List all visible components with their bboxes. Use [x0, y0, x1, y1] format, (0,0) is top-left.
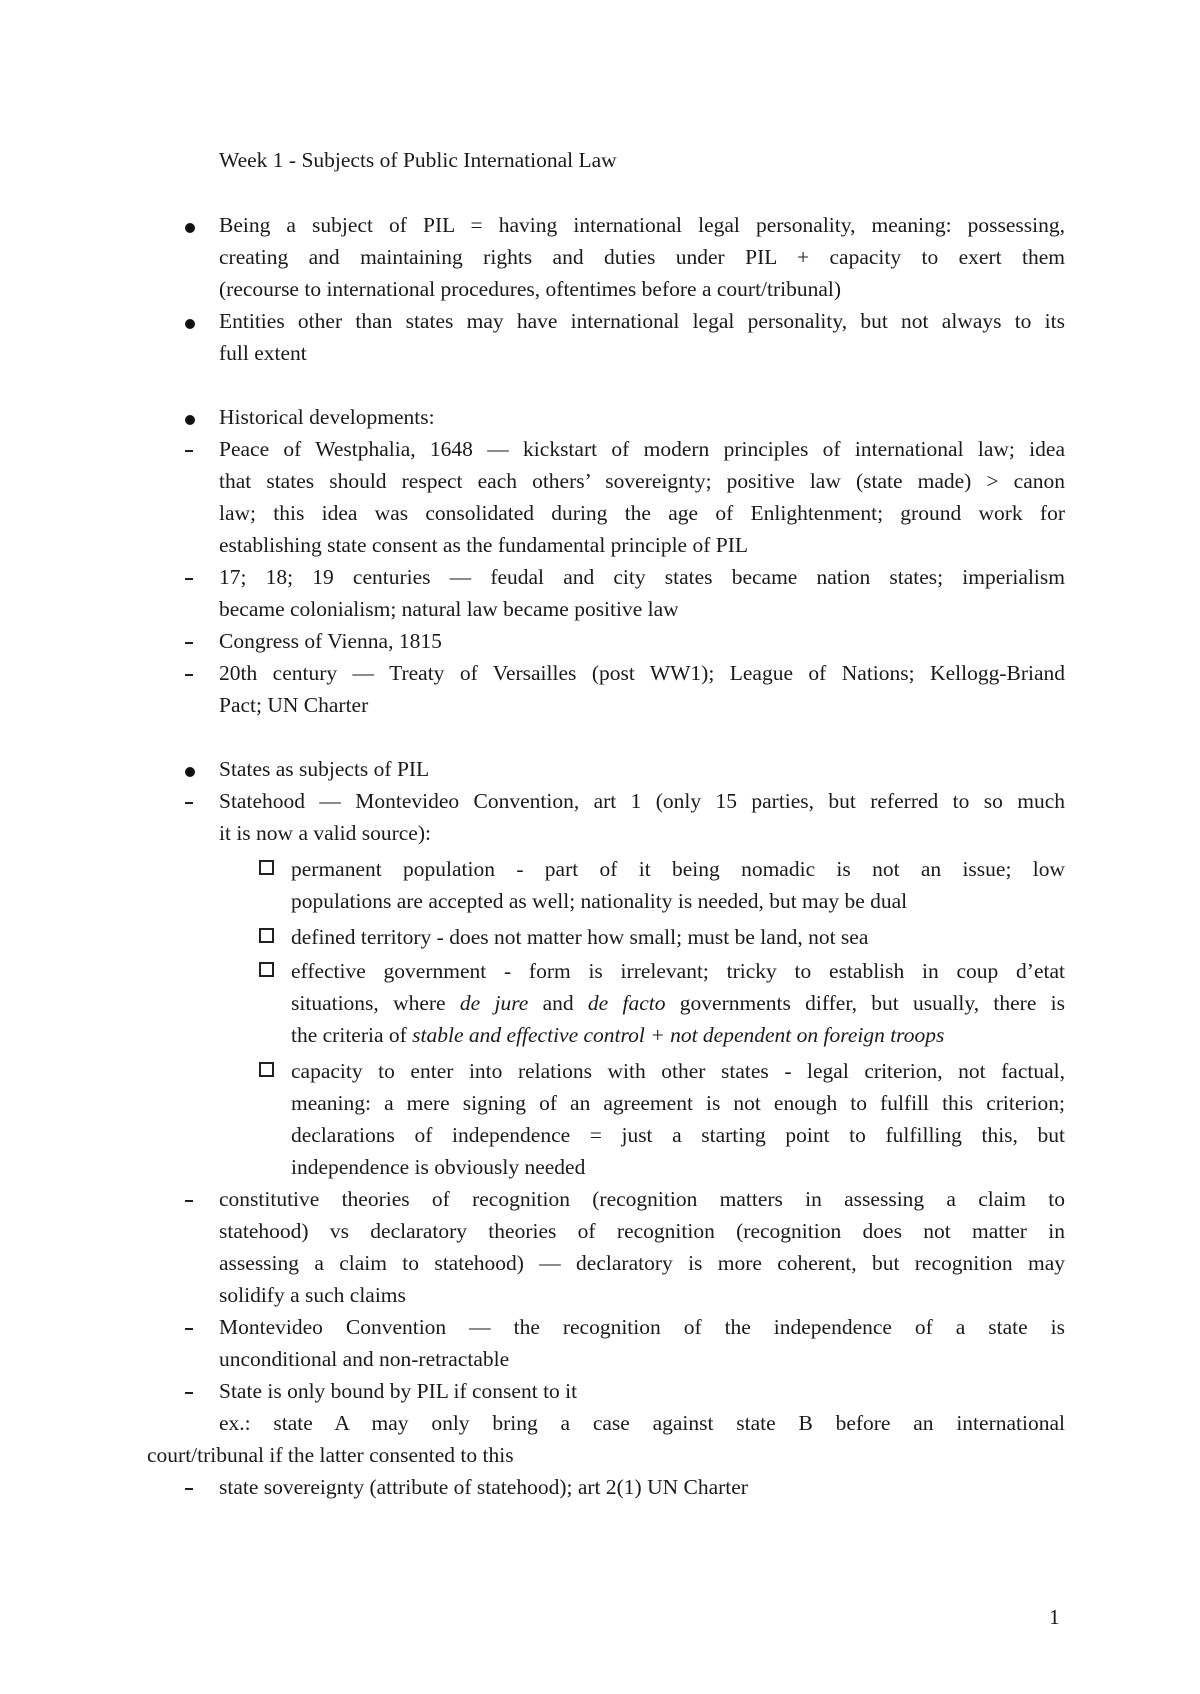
- bullet-icon: [185, 223, 195, 233]
- paragraph-line: assessing a claim to statehood) — declaratory is more coherent, but recognition may: [219, 1251, 1065, 1275]
- bullet-icon: [185, 767, 195, 777]
- paragraph-line: that states should respect each others’ sovereignty; positive law (state made) > canon: [219, 469, 1065, 493]
- paragraph-line: full extent: [219, 341, 307, 365]
- checkbox-icon: [259, 860, 274, 875]
- dash-icon: [185, 1328, 193, 1330]
- dash-icon: [185, 1200, 193, 1202]
- paragraph-line: permanent population - part of it being nomadic is not an issue; low: [291, 857, 1065, 881]
- paragraph-line: ex.: state A may only bring a case against state B before an international: [219, 1411, 1065, 1435]
- checkbox-icon: [259, 928, 274, 943]
- paragraph-line: populations are accepted as well; nationality is needed, but may be dual: [291, 889, 908, 913]
- paragraph-line: Pact; UN Charter: [219, 693, 369, 717]
- paragraph-line: unconditional and non-retractable: [219, 1347, 510, 1371]
- paragraph-line: the criteria of stable and effective control + not dependent on foreign troops: [291, 1023, 945, 1047]
- checkbox-icon: [259, 1062, 274, 1077]
- dash-icon: [185, 1488, 193, 1490]
- paragraph-line: Being a subject of PIL = having international legal personality, meaning: possessing,: [219, 213, 1065, 237]
- paragraph-line: 20th century — Treaty of Versailles (post WW1); League of Nations; Kellogg-Briand: [219, 661, 1065, 685]
- dash-icon: [185, 802, 193, 804]
- paragraph-line: statehood) vs declaratory theories of recognition (recognition does not matter in: [219, 1219, 1065, 1243]
- paragraph-line: situations, where de jure and de facto governments differ, but usually, there is: [291, 991, 1065, 1015]
- paragraph-line: declarations of independence = just a starting point to fulfilling this, but: [291, 1123, 1065, 1147]
- paragraph-line: 17; 18; 19 centuries — feudal and city states became nation states; imperialism: [219, 565, 1065, 589]
- paragraph-line: state sovereignty (attribute of statehood); art 2(1) UN Charter: [219, 1475, 748, 1499]
- paragraph-line: Statehood — Montevideo Convention, art 1 (only 15 parties, but referred to so much: [219, 789, 1065, 813]
- paragraph-line: became colonialism; natural law became positive law: [219, 597, 679, 621]
- paragraph-line: establishing state consent as the fundamental principle of PIL: [219, 533, 748, 557]
- paragraph-line: it is now a valid source):: [219, 821, 431, 845]
- dash-icon: [185, 674, 193, 676]
- paragraph-line: court/tribunal if the latter consented to this: [147, 1443, 514, 1467]
- paragraph-line: law; this idea was consolidated during the age of Enlightenment; ground work for: [219, 501, 1065, 525]
- paragraph-line: solidify a such claims: [219, 1283, 406, 1307]
- dash-icon: [185, 578, 193, 580]
- paragraph-line: Montevideo Convention — the recognition of the independence of a state is: [219, 1315, 1065, 1339]
- paragraph-line: constitutive theories of recognition (recognition matters in assessing a claim to: [219, 1187, 1065, 1211]
- paragraph-line: Congress of Vienna, 1815: [219, 629, 442, 653]
- paragraph-line: effective government - form is irrelevant; tricky to establish in coup d’etat: [291, 959, 1065, 983]
- dash-icon: [185, 450, 193, 452]
- bullet-icon: [185, 415, 195, 425]
- section-heading: States as subjects of PIL: [219, 757, 430, 781]
- dash-icon: [185, 642, 193, 644]
- paragraph-line: defined territory - does not matter how small; must be land, not sea: [291, 925, 869, 949]
- paragraph-line: Entities other than states may have international legal personality, but not always to its: [219, 309, 1065, 333]
- checkbox-icon: [259, 962, 274, 977]
- page-number: 1: [1049, 1605, 1060, 1629]
- paragraph-line: meaning: a mere signing of an agreement is not enough to fulfill this criterion;: [291, 1091, 1065, 1115]
- paragraph-line: creating and maintaining rights and duties under PIL + capacity to exert them: [219, 245, 1065, 269]
- page-title: Week 1 - Subjects of Public International Law: [219, 148, 617, 172]
- paragraph-line: State is only bound by PIL if consent to it: [219, 1379, 578, 1403]
- paragraph-line: independence is obviously needed: [291, 1155, 586, 1179]
- paragraph-line: Peace of Westphalia, 1648 — kickstart of modern principles of international law; idea: [219, 437, 1065, 461]
- bullet-icon: [185, 319, 195, 329]
- section-heading: Historical developments:: [219, 405, 435, 429]
- dash-icon: [185, 1392, 193, 1394]
- paragraph-line: capacity to enter into relations with other states - legal criterion, not factual,: [291, 1059, 1065, 1083]
- paragraph-line: (recourse to international procedures, oftentimes before a court/tribunal): [219, 277, 842, 301]
